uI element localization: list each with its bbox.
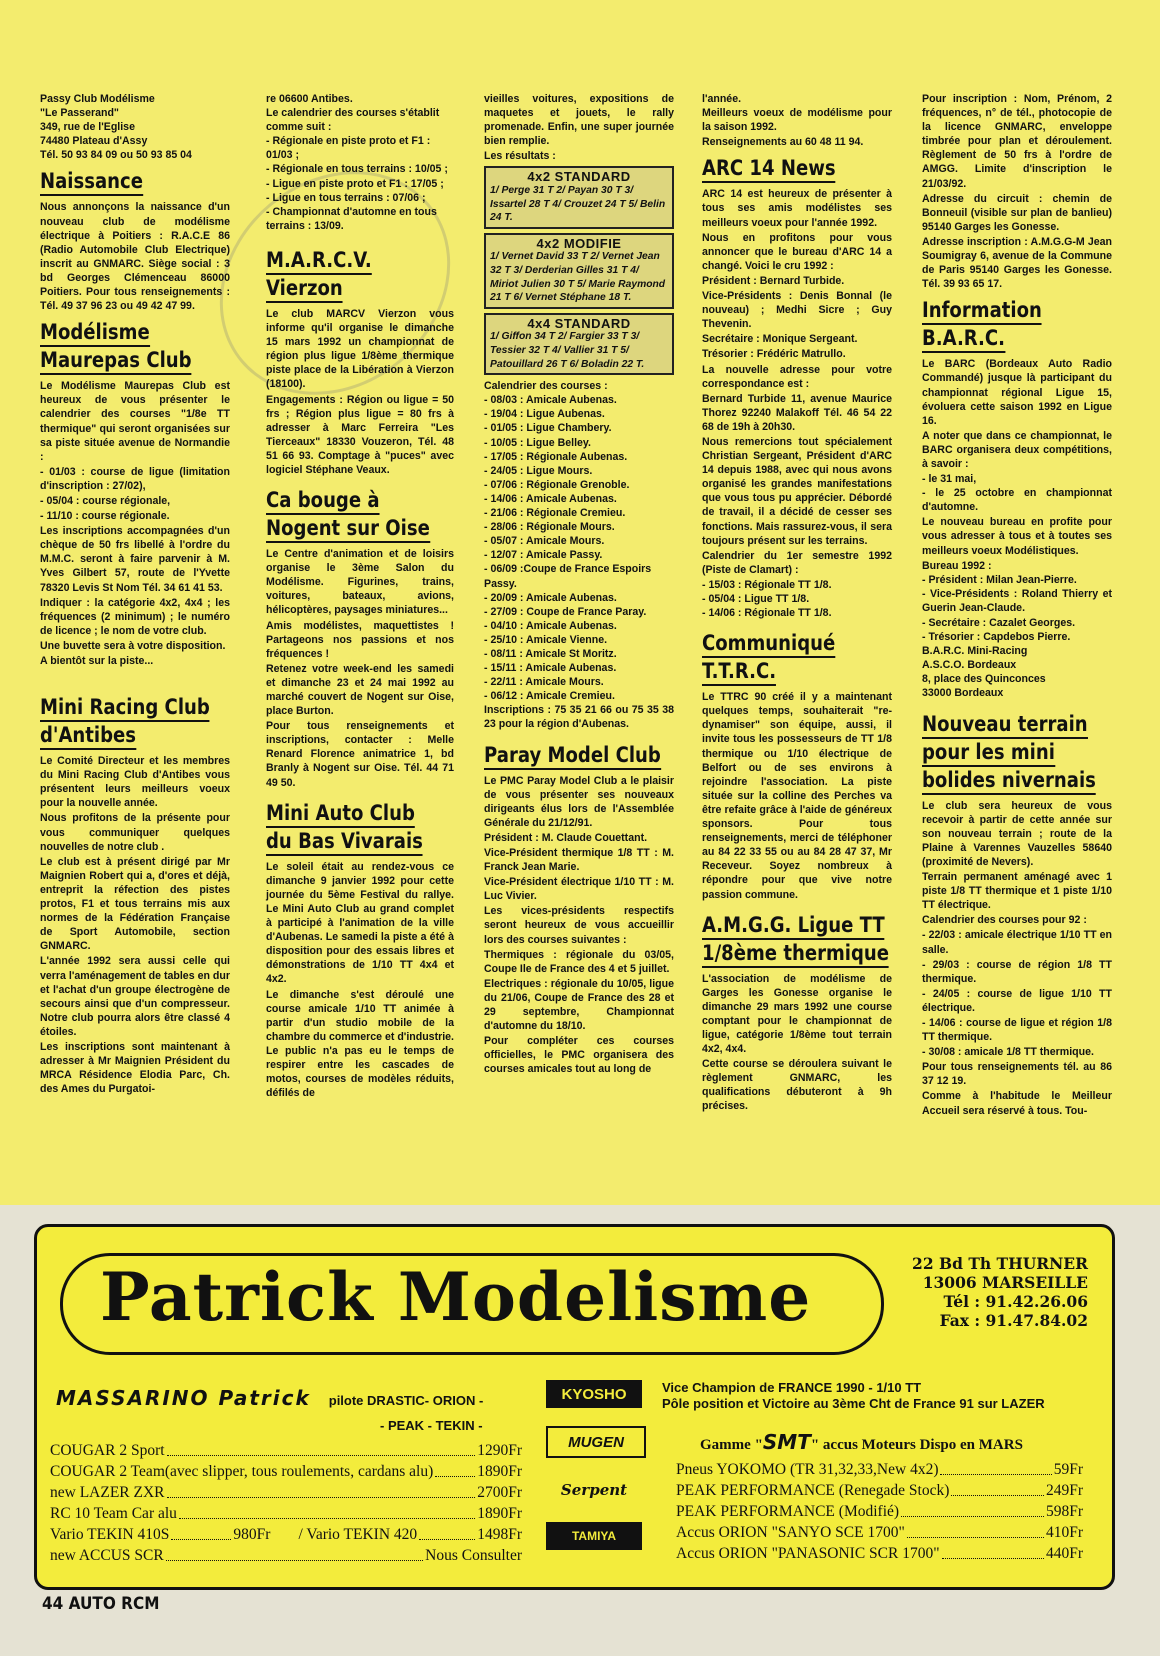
mugen-logo: MUGEN	[546, 1426, 646, 1458]
gamme-line: Gamme "SMT" accus Moteurs Dispo en MARS	[700, 1430, 1023, 1454]
section-title: M.A.R.C.V. Vierzon	[266, 247, 428, 303]
column-5: Pour inscription : Nom, Prénom, 2 fréquences, n° de tél., photocopie de la licence GNMARC, enveloppe timbrée pour plan et déroulement. Règlement de 50 frs à l'ordre de AMGG. Limite d'inscription le 21/03/92. Adresse du circuit : chemin de Bonneuil (visible sur plan de banlieu) 95140 Garges les Gonesse. Adresse inscription : A.M.G.G-M Jean Soumigray 6, avenue de la Commune de Paris 95140 Garges les Gonesse. Tél. 39 93 65 17. Information B.A.R.C. Le BARC (Bordeaux Auto Radio Commandé) jusque là participant du championnat régional Ligue 15, évoluera cette saison 1992 en Ligue 16. A noter que dans ce championnat, le BARC organisera deux compétitions, à savoir : - le 31 mai, - le 25 octobre en championnat d'automne. Le nouveau bureau en profite pour vous adresser à tous et à toutes ses meilleurs voeux Modélistiques. Bureau 1992 : - Président : Milan Jean-Pierre. - Vice-Présidents : Roland Thierry et Guerin Jean-Claude. - Secrétaire : Cazalet Georges. - Trésorier : Capdebos Pierre. B.A.R.C. Mini-Racing A.S.C.O. Bordeaux 8, place des Quinconces 33000 Bordeaux Nouveau terrain pour les mini bolides nivernais Le club sera heureux de vous recevoir à partir de cette année sur son nouveau terrain ; route de la Plaine à Varennes Vauzelles 58640 (proximité de Nevers). Terrain permanent aménagé avec 1 piste 1/8 TT thermique et 1 piste 1/10 TT électrique. Calendrier des courses pour 92 : - 22/03 : amicale électrique 1/10 TT en salle. - 29/03 : course de région 1/8 TT thermique. - 24/05 : course de ligue 1/10 TT électrique. - 14/06 : course de ligue et région 1/8 TT thermique. - 30/08 : amicale 1/8 TT thermique. Pour tous renseignements tél. au 86 37 12 19. Comme à l'habitude le Meilleur Accueil sera réservé à tous. Tou-	[922, 93, 1112, 1117]
column-2: re 06600 Antibes. Le calendrier des courses s'établit comme suit : - Régionale en piste proto et F1 : 01/03 ; - Régionale en tous terrains : 10/05 ; - Ligue en piste proto et F1 : 17/05 ; - Ligue en tous terrains : 07/06 ; - Championnat d'automne en tous terrains : 13/09. M.A.R.C.V. Vierzon Le club MARCV Vierzon vous informe qu'il organise le dimanche 15 mars 1992 un championnat de région plus ligue 1/8ème thermique piste place de la Libération à Vierzon (18100). Engagements : Région ou ligue = 50 frs ; Région plus ligue = 80 frs à adresser à Marc Ferreira "Les Tierceaux" 18330 Vouzeron, Tél. 48 51 66 93. Comptage à "puces" avec logiciel Stéphane Veaux. Ca bouge à Nogent sur Oise Le Centre d'animation et de loisirs organise le 3ème Salon du Modélisme. Figurines, trains, voitures, bateaux, avions, hélicoptères, paysages miniatures... Amis modélistes, maquettistes ! Partageons nos passions et nos fréquences ! Retenez votre week-end les samedi et dimanche 23 et 24 mai 1992 au marché couvert de Nogent sur Oise, place Burton. Pour tous renseignements et inscriptions, contacter : Melle Renard Florence animatrice 1, bd Branly à Nogent sur Oise. Tél. 44 71 49 50. Mini Auto Club du Bas Vivarais Le soleil était au rendez-vous ce dimanche 9 janvier 1992 pour cette journée du 5ème Festival du rallye. Le Mini Auto Club au grand complet à participé à l'animation de la ville d'Aubenas. Le samedi la piste a été à disposition pour des essais libres et démonstrations de 1/10 TT 4x4 et 4x2. Le dimanche s'est déroulé une course amicale 1/10 TT animée à partir d'un studio mobile de la chambre du commerce et d'industrie. Le public n'a pas eu le temps de respirer entre les cascades de motos, courses de modèles réduits, défilés de	[266, 93, 454, 1100]
price-list-right	[676, 1459, 1083, 1564]
pilot-line: MASSARINO Patrick pilote DRASTIC- ORION -	[56, 1386, 484, 1410]
list-item: new LAZER ZXR 2700Fr	[50, 1484, 522, 1501]
results-box: 4x2 MODIFIE 1/ Vernet David 33 T 2/ Vernet Jean 32 T 3/ Derderian Gilles 31 T 4/ Miriot Julien 30 T 5/ Marie Raymond 21 T 6/ Vernet Stéphane 18 T.	[484, 233, 674, 309]
list-item: PEAK PERFORMANCE (Renegade Stock) 249Fr	[676, 1482, 1083, 1499]
serpent-logo: Serpent	[560, 1481, 628, 1499]
list-item: Accus ORION "PANASONIC SCR 1700" 440Fr	[676, 1545, 1083, 1562]
section-title: Paray Model Club	[484, 742, 647, 770]
column-1: Passy Club Modélisme "Le Passerand" 349, rue de l'Eglise 74480 Plateau d'Assy Tél. 50 93 84 09 ou 50 93 85 04 Naissance Nous annonçons la naissance d'un nouveau club de modélisme électrique à Poitiers : R.A.C.E 86 (Radio Automobile Club Electrique) inscrit au GNMARC. Siège social : 3 bd Georges Clémenceau 86000 Poitiers. Pour tous renseignements : Tél. 49 37 96 23 ou 49 42 47 99. Modélisme Maurepas Club Le Modélisme Maurepas Club est heureux de vous présenter le calendrier des courses "1/8e TT thermique" qui seront organisées sur sa piste située avenue de Normandie : - 01/03 : course de ligue (limitation d'inscription : 27/02), - 05/04 : course régionale, - 11/10 : course régionale. Les inscriptions accompagnées d'un chèque de 50 frs libellé à l'ordre du M.M.C. seront à faire parvenir à M. Yves Gilbert 57, route de l'Yvette 78320 Levis St Nom Tél. 34 61 41 53. Indiquer : la catégorie 4x2, 4x4 ; les fréquences (2 minimum) ; le numéro de licence ; le nom de votre club. Une buvette sera à votre disposition. A bientôt sur la piste... Mini Racing Club d'Antibes Le Comité Directeur et les membres du Mini Racing Club d'Antibes vous présentent leurs meilleurs voeux pour la nouvelle année. Nous profitons de la présente pour vous communiquer quelques nouvelles de notre club . Le club est à présent dirigé par Mr Maignien Robert qui a, d'ores et déjà, entreprit la réfection des pistes protos, F1 et tous terrains mis aux normes de la Fédération Française de Sport Automobile, section GNMARC. L'année 1992 sera aussi celle qui verra l'aménagement de tables en dur et l'achat d'un groupe électrogène de secours ainsi que d'un compresseur. Notre club pourra alors être classé 4 étoiles. Les inscriptions sont maintenant à adresser à Mr Maignien Président du MRCA Résidence Elodia Parc, Ch. des Ames du Purgatoi-	[40, 93, 230, 1096]
section-title: Naissance	[40, 168, 203, 196]
page-footer: 44 AUTO RCM	[42, 1594, 160, 1614]
champion-text: Vice Champion de FRANCE 1990 - 1/10 TT Pôle position et Victoire au 3ème Cht de France 91 sur LAZER	[662, 1380, 1045, 1411]
results-box: 4x4 STANDARD 1/ Giffon 34 T 2/ Fargier 33 T 3/ Tessier 32 T 4/ Vallier 31 T 5/ Patouillard 26 T 6/ Boladin 22 T.	[484, 313, 674, 375]
section-title: Mini Racing Club d'Antibes	[40, 694, 203, 750]
tamiya-logo: TAMIYA	[546, 1522, 642, 1550]
column-4: l'année. Meilleurs voeux de modélisme pour la saison 1992. Renseignements au 60 48 11 94. ARC 14 News ARC 14 est heureux de présenter à tous ses amis modélistes ses meilleurs voeux pour l'année 1992. Nous en profitons pour vous annoncer que le bureau d'ARC 14 a changé. Voici le cru 1992 : Président : Bernard Turbide. Vice-Présidents : Denis Bonnal (le nouveau) ; Medhi Sicre ; Guy Thevenin. Secrétaire : Monique Sergeant. Trésorier : Frédéric Matrullo. La nouvelle adresse pour votre correspondance est : Bernard Turbide 11, avenue Maurice Thorez 92240 Malakoff Tél. 46 54 22 68 de 19h à 20h30. Nous remercions tout spécialement Christian Sergeant, Président d'ARC 14 depuis 1988, avec qui nous avons organisé les grandes manifestations que vous tous pu apprécier. Débordé de travail, il a décidé de cesser ses fonctions. Mais rassurez-vous, il sera toujours présent sur les terrains. Calendrier du 1er semestre 1992 (Piste de Clamart) : - 15/03 : Régionale TT 1/8. - 05/04 : Ligue TT 1/8. - 14/06 : Régionale TT 1/8. Communiqué T.T.R.C. Le TTRC 90 créé il y a maintenant quelques temps, souhaiterait "re-dynamiser" son équipe, aussi, il invite tous les possesseurs de TT 1/8 thermique ou 1/10 électrique de Belfort ou de ses environs à rejoindre l'association. La piste située sur la colline des Perches va être refaite grâce à l'aide de généreux sponsors. Pour tous renseignements, merci de téléphoner au 84 22 33 55 ou au 84 28 47 37, Mr Receveur. Soyez nombreux à répondre pour que vive notre passion commune. A.M.G.G. Ligue TT 1/8ème thermique L'association de modélisme de Garges les Gonesse organise le dimanche 29 mars 1992 une course comptant pour le championnat de ligue, catégorie 1/8ème tout terrain 4x2, 4x4. Cette course se déroulera suivant le règlement GNMARC, les qualifications débuteront à 9h précises.	[702, 93, 892, 1113]
list-item: Vario TEKIN 410S 980Fr / Vario TEKIN 420 1498Fr	[50, 1526, 522, 1543]
calendar-list: - 08/03 : Amicale Aubenas. - 19/04 : Ligue Aubenas. - 01/05 : Ligue Chambery. - 10/05 : Ligue Belley. - 17/05 : Régionale Aubenas. - 24/05 : Ligue Mours. - 07/06 : Régionale Grenoble. - 14/06 : Amicale Aubenas. - 21/06 : Régionale Cremieu. - 28/06 : Régionale Mours. - 05/07 : Amicale Mours. - 12/07 : Amicale Passy. - 06/09 :Coupe de France Espoirs Passy. - 20/09 : Amicale Aubenas. - 27/09 : Coupe de France Paray. - 04/10 : Amicale Aubenas. - 25/10 : Amicale Vienne. - 08/11 : Amicale St Moritz. - 15/11 : Amicale Aubenas. - 22/11 : Amicale Mours. - 06/12 : Amicale Cremieu. Inscriptions : 75 35 21 66 ou 75 35 38 23 pour la région d'Aubenas.	[484, 394, 674, 731]
list-item: Pneus YOKOMO (TR 31,32,33,New 4x2) 59Fr	[676, 1461, 1083, 1478]
article-text: Nous annonçons la naissance d'un nouveau club de modélisme électrique à Poitiers : R.A.C.E 86 (Radio Automobile Club Electrique) inscrit au GNMARC. Siège social : 3 bd Georges Clémenceau 86000 Poitiers. Pour tous renseignements : Tél. 49 37 96 23 ou 49 42 47 99.	[40, 201, 230, 313]
list-item: Accus ORION "SANYO SCE 1700" 410Fr	[676, 1524, 1083, 1541]
section-title: Communiqué T.T.R.C.	[702, 630, 865, 686]
pilot-sponsors: - PEAK - TEKIN -	[380, 1418, 483, 1433]
results-box: 4x2 STANDARD 1/ Perge 31 T 2/ Payan 30 T 3/ Issartel 28 T 4/ Crouzet 24 T 5/ Belin 24 T.	[484, 166, 674, 228]
column-3: vieilles voitures, expositions de maquetes et jouets, le rally promenade. Enfin, une super journée bien remplie. Les résultats : 4x2 STANDARD 1/ Perge 31 T 2/ Payan 30 T 3/ Issartel 28 T 4/ Crouzet 24 T 5/ Belin 24 T. 4x2 MODIFIE 1/ Vernet David 33 T 2/ Vernet Jean 32 T 3/ Derderian Gilles 31 T 4/ Miriot Julien 30 T 5/ Marie Raymond 21 T 6/ Vernet Stéphane 18 T. 4x4 STANDARD 1/ Giffon 34 T 2/ Fargier 33 T 3/ Tessier 32 T 4/ Vallier 31 T 5/ Patouillard 26 T 6/ Boladin 22 T. Calendrier des courses : - 08/03 : Amicale Aubenas. - 19/04 : Ligue Aubenas. - 01/05 : Ligue Chambery. - 10/05 : Ligue Belley. - 17/05 : Régionale Aubenas. - 24/05 : Ligue Mours. - 07/06 : Régionale Grenoble. - 14/06 : Amicale Aubenas. - 21/06 : Régionale Cremieu. - 28/06 : Régionale Mours. - 05/07 : Amicale Mours. - 12/07 : Amicale Passy. - 06/09 :Coupe de France Espoirs Passy. - 20/09 : Amicale Aubenas. - 27/09 : Coupe de France Paray. - 04/10 : Amicale Aubenas. - 25/10 : Amicale Vienne. - 08/11 : Amicale St Moritz. - 15/11 : Amicale Aubenas. - 22/11 : Amicale Mours. - 06/12 : Amicale Cremieu. Inscriptions : 75 35 21 66 ou 75 35 38 23 pour la région d'Aubenas. Paray Model Club Le PMC Paray Model Club a le plaisir de vous présenter ses nouveaux dirigeants élus lors de l'Assemblée Générale du 21/12/91. Président : M. Claude Couettant. Vice-Président thermique 1/8 TT : M. Franck Jean Marie. Vice-Président électrique 1/10 TT : M. Luc Vivier. Les vices-présidents respectifs seront heureux de vous accueillir lors des courses suivantes : Thermiques : régionale du 03/05, Coupe Ile de France des 4 et 5 juillet. Electriques : régionale du 10/05, ligue du 21/06, Coupe de France des 28 et 29 septembre, Championnat d'automne du 18/10. Pour compléter ces courses officielles, le PMC organisera des courses amicales tout au long de	[484, 93, 674, 1076]
shop-logo: Patrick Modelisme	[100, 1258, 812, 1336]
list-item: new ACCUS SCR Nous Consulter	[50, 1547, 522, 1564]
section-title: Information B.A.R.C.	[922, 297, 1085, 353]
section-title: Modélisme Maurepas Club	[40, 319, 203, 375]
section-title: A.M.G.G. Ligue TT 1/8ème thermique	[702, 912, 865, 968]
list-item: RC 10 Team Car alu 1890Fr	[50, 1505, 522, 1522]
list-item: COUGAR 2 Team(avec slipper, tous roulements, cardans alu) 1890Fr	[50, 1463, 522, 1480]
section-title: Mini Auto Club du Bas Vivarais	[266, 800, 428, 856]
section-title: Nouveau terrain pour les mini bolides nivernais	[922, 711, 1085, 795]
list-item: PEAK PERFORMANCE (Modifié) 598Fr	[676, 1503, 1083, 1520]
section-title: ARC 14 News	[702, 155, 865, 183]
shop-address: 22 Bd Th THURNER 13006 MARSEILLE Tél : 91.42.26.06 Fax : 91.47.84.02	[912, 1254, 1088, 1330]
list-item: COUGAR 2 Sport 1290Fr	[50, 1442, 522, 1459]
intro-block: Passy Club Modélisme "Le Passerand" 349, rue de l'Eglise 74480 Plateau d'Assy Tél. 50 93 84 09 ou 50 93 85 04	[40, 93, 192, 162]
section-title: Ca bouge à Nogent sur Oise	[266, 487, 428, 543]
kyosho-logo: KYOSHO	[546, 1380, 642, 1408]
price-list-left	[50, 1440, 522, 1566]
brand-logos	[546, 1380, 646, 1568]
